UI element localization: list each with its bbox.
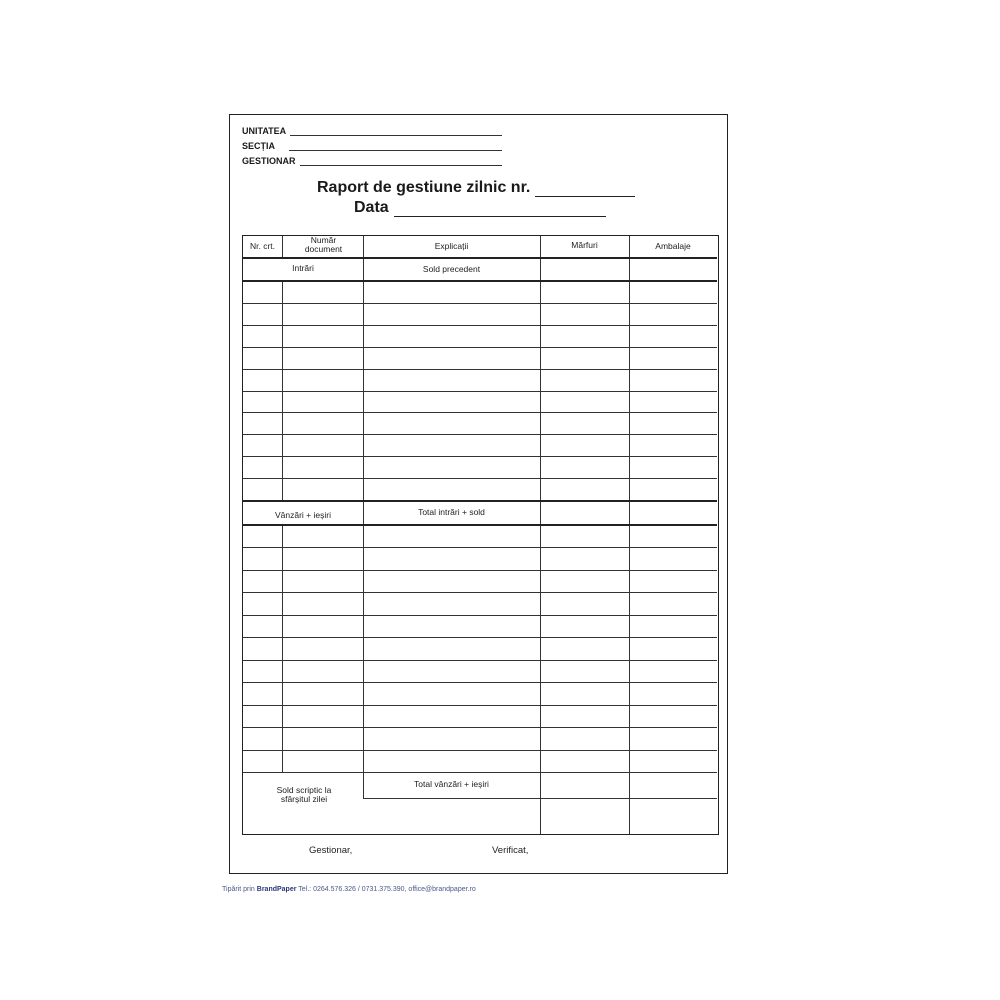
row-divider <box>243 750 717 751</box>
footer-contact: Tel.: 0264.576.326 / 0731.375.390, office@brandpaper.ro <box>298 886 476 893</box>
sales-label: Vânzări + ieșiri <box>275 510 331 520</box>
manager-label: GESTIONAR <box>242 156 296 166</box>
row-divider <box>243 592 717 593</box>
row-divider <box>243 570 717 571</box>
brand-name: BrandPaper <box>256 886 297 893</box>
total-sales-label: Total vânzări + ieșiri <box>414 779 489 789</box>
col-packaging-header: Ambalaje <box>655 241 691 251</box>
section-line <box>289 141 502 151</box>
col-doc-header: Număr document <box>304 235 343 254</box>
previous-balance-label: Sold precedent <box>422 264 481 274</box>
row-divider <box>243 727 717 728</box>
row-divider <box>243 478 717 479</box>
report-title-label: Raport de gestiune zilnic nr. <box>317 179 531 196</box>
section-field[interactable] <box>242 141 502 151</box>
row-divider <box>363 798 717 799</box>
date-title <box>354 199 606 217</box>
header-divider <box>243 257 717 259</box>
col-divider <box>363 236 364 798</box>
row-divider <box>243 456 717 457</box>
col-explanations-header: Explicații <box>434 241 469 251</box>
col-nr-header: Nr. crt. <box>249 241 276 251</box>
col-divider <box>282 524 283 772</box>
total-inputs-label: Total intrări + sold <box>418 507 485 517</box>
section-divider <box>243 524 717 526</box>
row-divider <box>243 434 717 435</box>
unit-line <box>290 126 502 136</box>
unit-field[interactable] <box>242 126 502 136</box>
row-divider <box>243 303 717 304</box>
col-goods-header: Mărfuri <box>571 240 598 250</box>
row-divider <box>243 682 717 683</box>
report-table <box>242 235 719 835</box>
row-divider <box>243 347 717 348</box>
report-number-line[interactable] <box>535 182 635 197</box>
date-label: Data <box>354 199 389 216</box>
section-divider <box>243 500 717 502</box>
row-divider <box>243 637 717 638</box>
unit-label: UNITATEA <box>242 126 287 136</box>
col-divider <box>282 236 283 257</box>
row-divider <box>243 412 717 413</box>
row-divider <box>243 369 717 370</box>
manager-signature: Gestionar, <box>309 845 353 856</box>
report-title <box>317 179 635 197</box>
row-divider <box>243 660 717 661</box>
manager-field[interactable] <box>242 156 502 166</box>
section-divider <box>243 280 717 282</box>
row-divider <box>243 325 717 326</box>
row-divider <box>243 547 717 548</box>
date-line[interactable] <box>394 202 606 217</box>
row-divider <box>243 391 717 392</box>
closing-balance-label: Sold scriptic la sfârșitul zilei <box>276 785 332 804</box>
printer-footer <box>222 886 476 893</box>
manager-line <box>300 156 502 166</box>
row-divider <box>243 772 717 773</box>
verified-signature: Verificat, <box>492 845 529 856</box>
row-divider <box>243 615 717 616</box>
inputs-label: Intrări <box>292 263 314 273</box>
report-form <box>229 114 728 874</box>
section-label: SECȚIA <box>242 141 276 151</box>
printed-by: Tipărit prin <box>222 886 255 893</box>
row-divider <box>243 705 717 706</box>
